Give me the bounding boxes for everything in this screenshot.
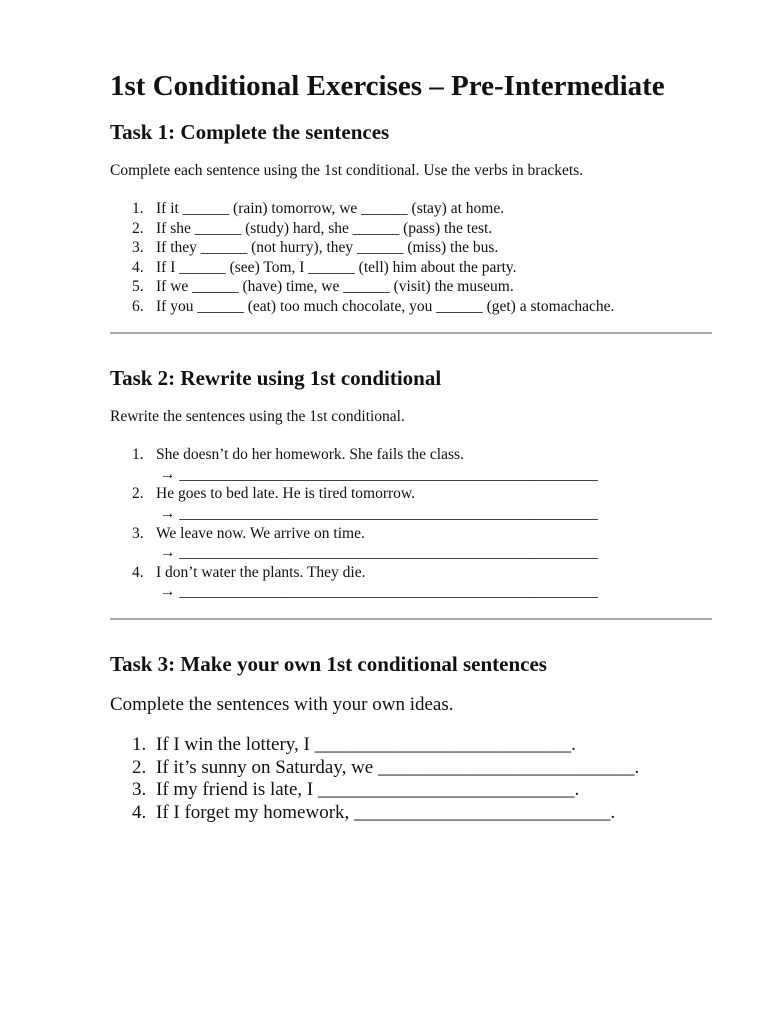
item-text: If I forget my homework, ___________________________. bbox=[156, 801, 616, 823]
answer-line[interactable]: → ______________________________________________________ bbox=[160, 583, 598, 601]
list-item bbox=[110, 297, 614, 317]
item-number: 2. bbox=[132, 219, 144, 237]
item-text: He goes to bed late. He is tired tomorrow. bbox=[156, 485, 415, 503]
list-item bbox=[110, 484, 598, 523]
item-number: 1. bbox=[132, 734, 147, 755]
answer-line[interactable]: → ______________________________________________________ bbox=[160, 544, 598, 562]
item-number: 3. bbox=[132, 524, 144, 542]
list-item bbox=[110, 258, 614, 278]
section-divider bbox=[110, 332, 712, 334]
item-text: If she ______ (study) hard, she ______ (pass) the test. bbox=[156, 219, 493, 237]
item-number: 2. bbox=[132, 485, 144, 503]
item-number: 3. bbox=[132, 779, 147, 800]
task2-list bbox=[110, 445, 598, 602]
item-number: 4. bbox=[132, 801, 147, 823]
item-text: If they ______ (not hurry), they ______ (miss) the bus. bbox=[156, 239, 499, 257]
list-item bbox=[110, 219, 614, 239]
item-text: If I win the lottery, I ___________________________. bbox=[156, 734, 576, 755]
answer-line[interactable]: → ______________________________________________________ bbox=[160, 465, 598, 483]
item-number: 1. bbox=[132, 446, 144, 463]
task3-heading: Task 3: Make your own 1st conditional sentences bbox=[110, 652, 547, 676]
task3-instruction: Complete the sentences with your own ideas. bbox=[110, 694, 454, 715]
item-text: If you ______ (eat) too much chocolate, you ______ (get) a stomachache. bbox=[156, 297, 615, 315]
item-text: We leave now. We arrive on time. bbox=[156, 524, 365, 542]
list-item[interactable] bbox=[110, 779, 639, 802]
answer-line[interactable]: → ______________________________________________________ bbox=[160, 504, 598, 522]
list-item bbox=[110, 199, 614, 219]
task1-heading: Task 1: Complete the sentences bbox=[110, 120, 390, 144]
list-item[interactable] bbox=[110, 802, 639, 825]
item-text: If it ______ (rain) tomorrow, we ______ (stay) at home. bbox=[156, 200, 505, 217]
item-number: 2. bbox=[132, 756, 147, 778]
item-text: I don’t water the plants. They die. bbox=[156, 563, 366, 581]
item-number: 3. bbox=[132, 239, 144, 257]
list-item bbox=[110, 445, 598, 484]
task2-instruction: Rewrite the sentences using the 1st conditional. bbox=[110, 408, 405, 425]
item-number: 5. bbox=[132, 278, 144, 296]
task3-list bbox=[110, 734, 639, 824]
item-number: 1. bbox=[132, 200, 144, 217]
list-item bbox=[110, 238, 614, 258]
list-item[interactable] bbox=[110, 757, 639, 780]
item-text: She doesn’t do her homework. She fails the class. bbox=[156, 446, 464, 463]
list-item bbox=[110, 563, 598, 602]
item-number: 4. bbox=[132, 258, 144, 276]
list-item bbox=[110, 277, 614, 297]
item-text: If we ______ (have) time, we ______ (visit) the museum. bbox=[156, 278, 514, 296]
item-text: If my friend is late, I ___________________________. bbox=[156, 779, 580, 800]
list-item bbox=[110, 524, 598, 563]
task2-heading: Task 2: Rewrite using 1st conditional bbox=[110, 366, 442, 390]
list-item[interactable] bbox=[110, 734, 639, 757]
task1-instruction: Complete each sentence using the 1st conditional. Use the verbs in brackets. bbox=[110, 162, 584, 179]
item-number: 4. bbox=[132, 563, 144, 581]
task1-list bbox=[110, 199, 614, 317]
section-divider bbox=[110, 618, 712, 620]
item-text: If I ______ (see) Tom, I ______ (tell) him about the party. bbox=[156, 258, 517, 276]
item-number: 6. bbox=[132, 297, 144, 315]
item-text: If it’s sunny on Saturday, we ___________________________. bbox=[156, 756, 640, 778]
page-title: 1st Conditional Exercises – Pre-Intermediate bbox=[110, 70, 665, 102]
